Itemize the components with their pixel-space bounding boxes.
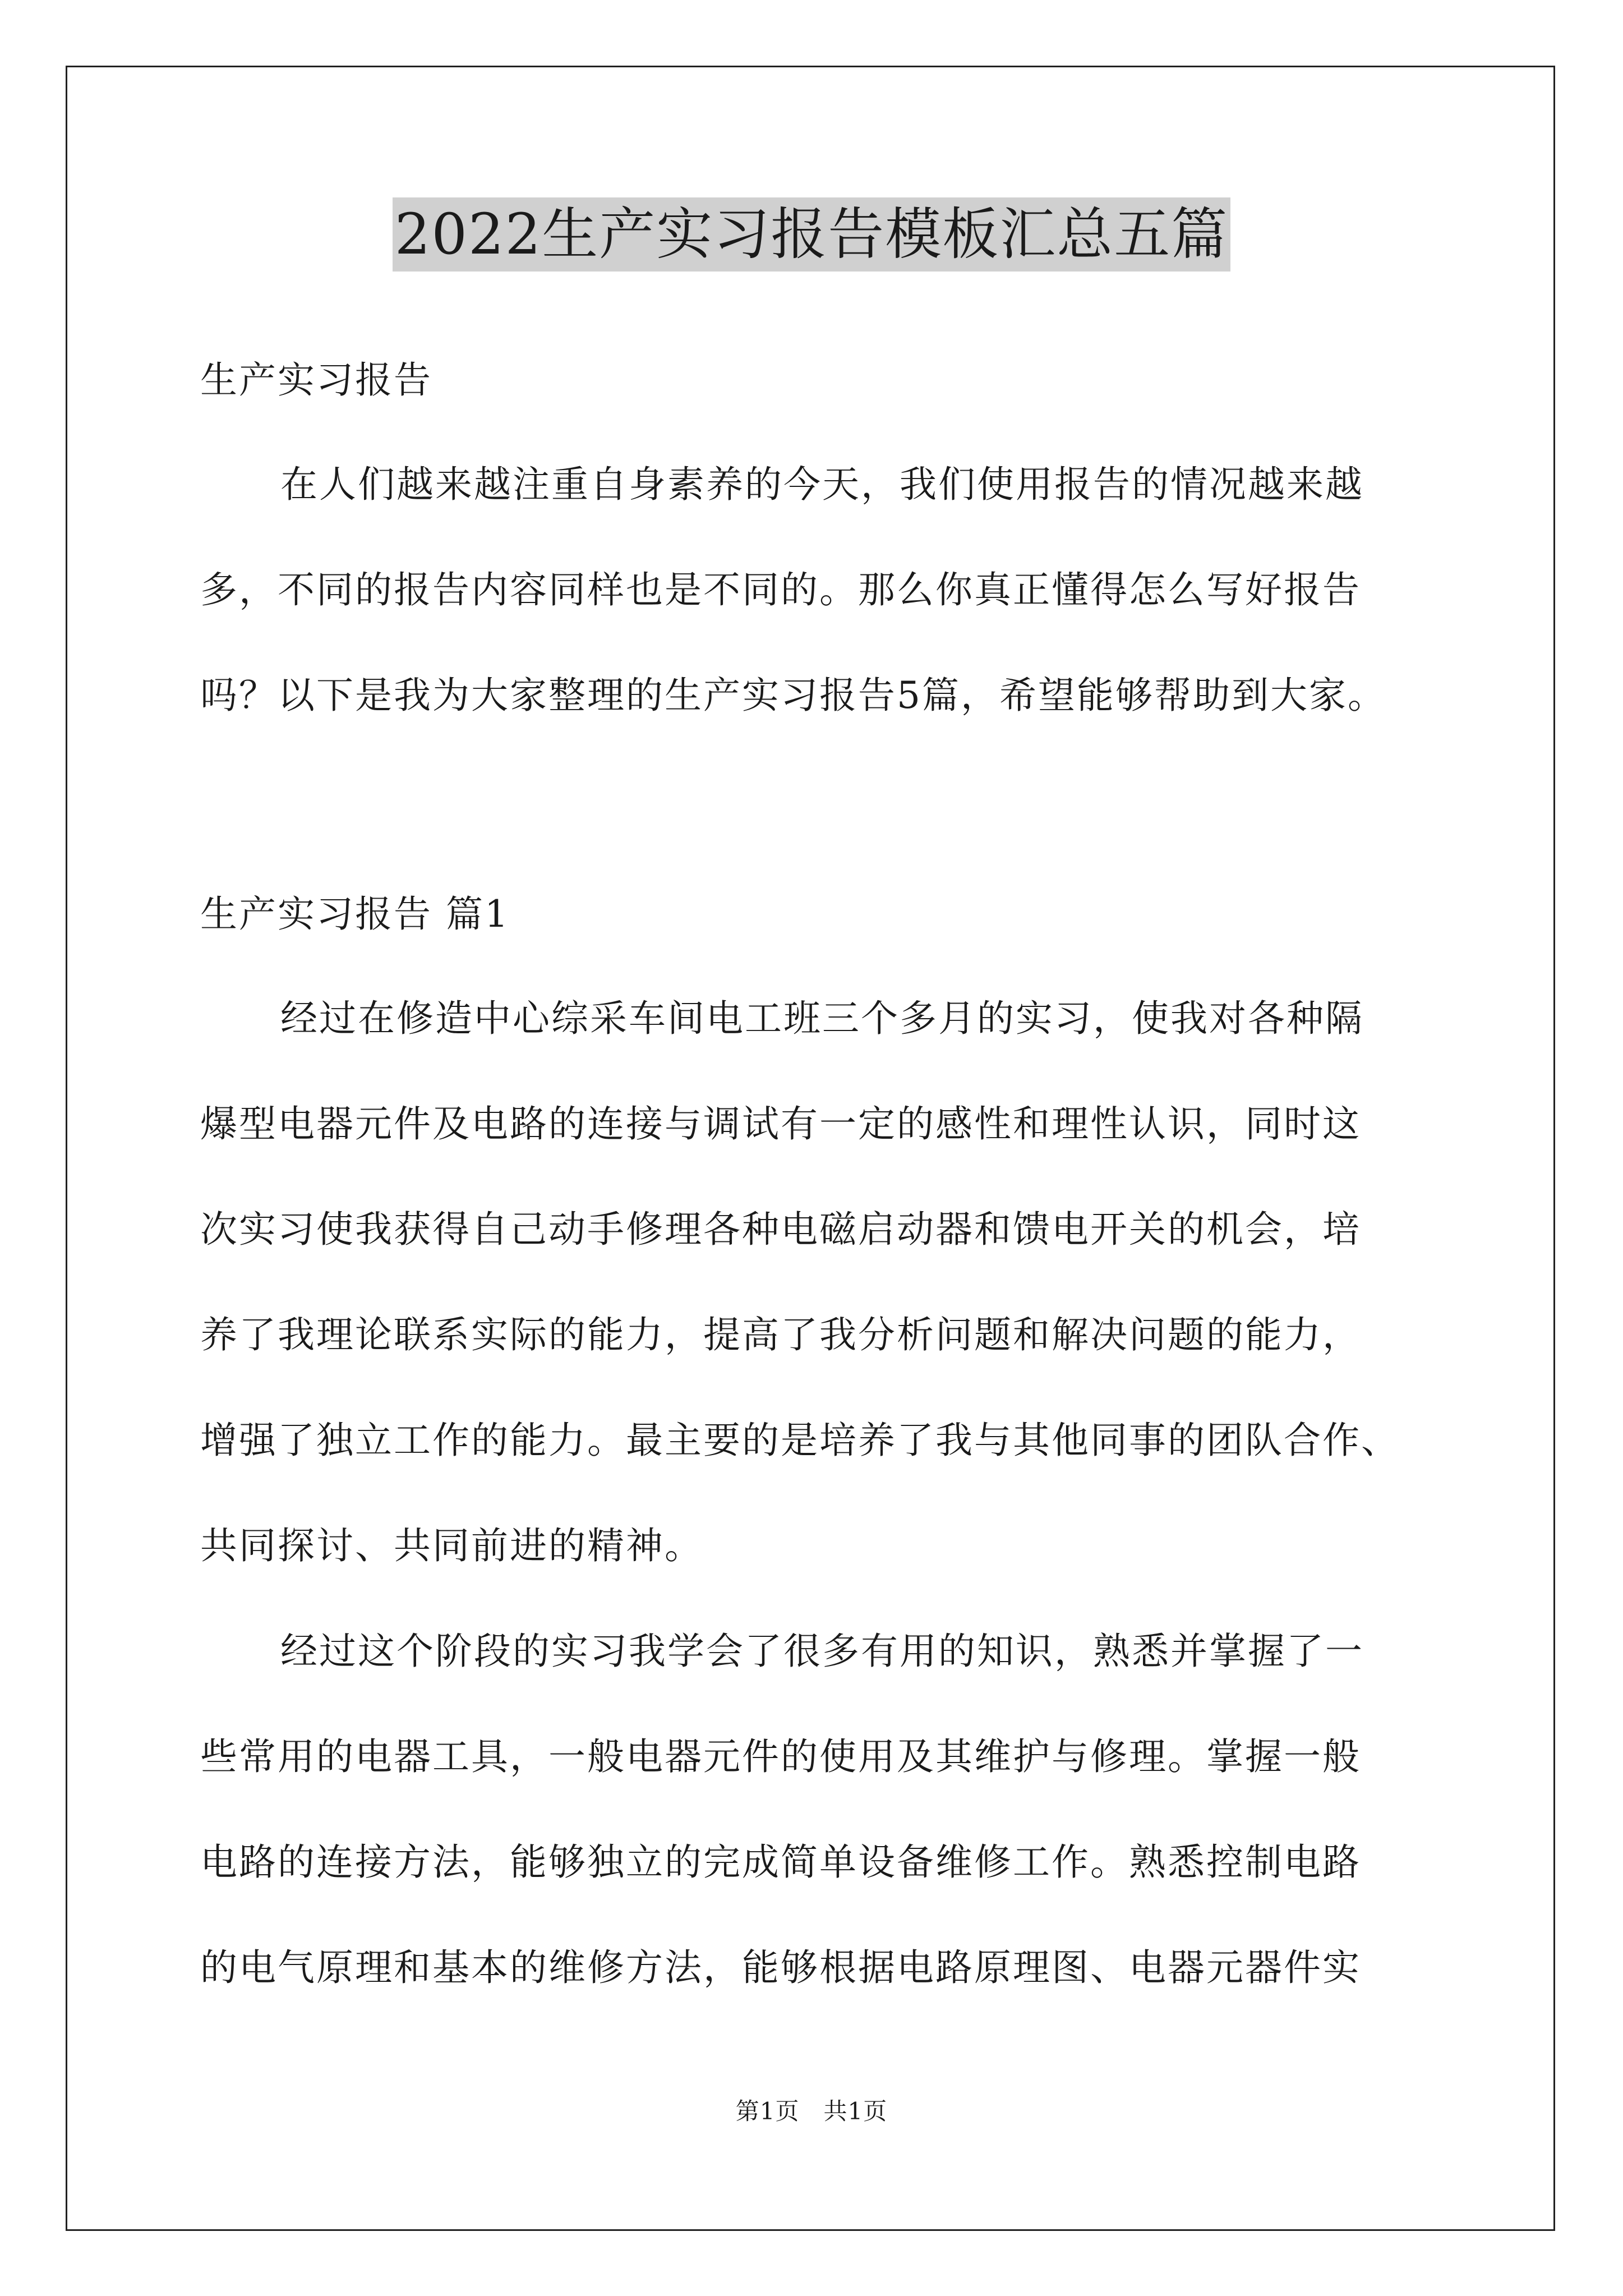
paragraph-line: 共同探讨、共同前进的精神。 <box>200 1524 703 1567</box>
intro-line: 在人们越来越注重自身素养的今天，我们使用报告的情况越来越 <box>280 463 1364 506</box>
paragraph-line: 的电气原理和基本的维修方法，能够根据电路原理图、电器元器件实 <box>200 1946 1361 1989</box>
section-heading: 生产实习报告 篇1 <box>200 892 510 936</box>
paragraph-line: 增强了独立工作的能力。最主要的是培养了我与其他同事的团队合作、 <box>200 1419 1400 1462</box>
paragraph-line: 经过在修造中心综采车间电工班三个多月的实习，使我对各种隔 <box>280 997 1364 1040</box>
intro-heading: 生产实习报告 <box>200 358 432 402</box>
paragraph-line: 次实习使我获得自己动手修理各种电磁启动器和馈电开关的机会，培 <box>200 1208 1361 1251</box>
title-container <box>0 197 1623 272</box>
paragraph-line: 些常用的电器工具，一般电器元件的使用及其维护与修理。掌握一般 <box>200 1735 1361 1778</box>
paragraph-line: 爆型电器元件及电路的连接与调试有一定的感性和理性认识，同时这 <box>200 1102 1361 1145</box>
document-title: 2022生产实习报告模板汇总五篇 <box>393 197 1231 272</box>
intro-line: 吗？以下是我为大家整理的生产实习报告5篇，希望能够帮助到大家。 <box>200 674 1386 717</box>
paragraph-line: 电路的连接方法，能够独立的完成简单设备维修工作。熟悉控制电路 <box>200 1841 1361 1884</box>
page-footer: 第1页 共1页 <box>735 2097 888 2125</box>
paragraph-line: 养了我理论联系实际的能力，提高了我分析问题和解决问题的能力， <box>200 1313 1361 1356</box>
paragraph-line: 经过这个阶段的实习我学会了很多有用的知识，熟悉并掌握了一 <box>280 1630 1364 1673</box>
intro-line: 多，不同的报告内容同样也是不同的。那么你真正懂得怎么写好报告 <box>200 568 1361 611</box>
